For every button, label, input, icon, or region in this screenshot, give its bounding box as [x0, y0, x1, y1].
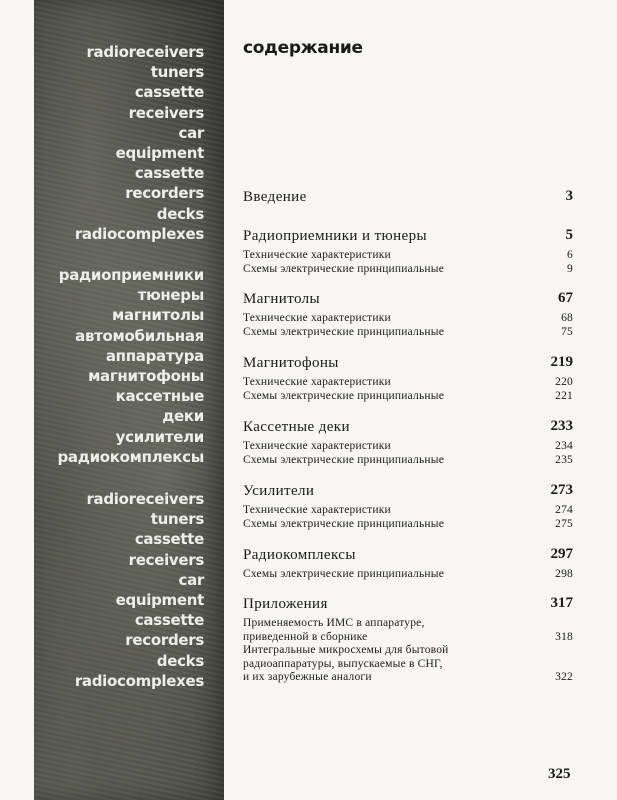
toc-item — [243, 454, 573, 468]
toc-section-header — [243, 595, 573, 617]
toc-section-header — [243, 546, 573, 568]
toc-item-page: 298 — [555, 568, 573, 580]
toc-section — [243, 290, 573, 339]
toc-item — [243, 249, 573, 263]
band-word: деки — [162, 407, 204, 426]
toc-section-title: Радиоприемники и тюнеры — [243, 228, 427, 244]
toc-section-page: 5 — [565, 227, 573, 243]
band-word: decks — [156, 204, 204, 223]
toc-section-title: Усилители — [243, 483, 315, 499]
band-word: tuners — [150, 510, 204, 529]
toc-item-text: и их зарубежные аналоги — [243, 671, 372, 683]
toc-section-header — [243, 418, 573, 440]
toc-section — [243, 546, 573, 582]
toc-item-text: Технические характеристики — [243, 312, 391, 324]
toc-section-header — [243, 354, 573, 376]
toc-section-page: 317 — [550, 595, 573, 611]
toc-item — [243, 263, 573, 277]
toc-section-page: 3 — [565, 188, 573, 204]
band-word: receivers — [128, 550, 204, 569]
toc-item-page: 9 — [567, 262, 573, 275]
band-word: cassette — [134, 530, 204, 549]
page-heading: содержание — [243, 38, 363, 58]
toc-item-text: Технические характеристики — [243, 376, 391, 388]
toc-section-title: Введение — [243, 189, 307, 205]
toc-item-text: Схемы электрические принципиальные — [243, 568, 444, 580]
toc-item — [243, 658, 573, 672]
toc-item-page: 6 — [567, 249, 573, 261]
toc-item-text: Схемы электрические принципиальные — [243, 325, 444, 338]
band-word: recorders — [125, 631, 204, 650]
band-word: тюнеры — [137, 286, 204, 305]
toc-item — [243, 504, 573, 518]
band-word: аппаратура — [105, 346, 204, 365]
band-word: tuners — [150, 63, 204, 82]
toc-item — [243, 671, 573, 685]
toc-item — [243, 644, 573, 658]
toc-item-page: 68 — [561, 312, 573, 324]
toc-section-header — [243, 482, 573, 504]
toc-item-page: 274 — [555, 504, 573, 516]
band-word: car — [178, 123, 204, 142]
band-word: receivers — [128, 103, 204, 122]
toc-section-header — [243, 227, 573, 249]
toc-section-title: Магнитолы — [243, 291, 321, 307]
band-word: радиоприемники — [58, 266, 204, 284]
band-word: радиокомплексы — [57, 447, 204, 466]
toc-item — [243, 568, 573, 582]
band-word: decks — [156, 651, 204, 670]
toc-item-text: Схемы электрические принципиальные — [243, 517, 444, 530]
toc-item-text: Схемы электрические принципиальные — [243, 453, 444, 466]
band-word: кассетные — [115, 387, 204, 406]
toc-item-page: 322 — [555, 671, 573, 683]
toc-item-text: Технические характеристики — [243, 249, 391, 261]
toc-section — [243, 188, 573, 210]
toc-item-page: 234 — [555, 440, 573, 452]
toc-section-title: Кассетные деки — [243, 419, 350, 435]
toc-section-page: 233 — [550, 418, 573, 434]
toc-section-title: Радиокомплексы — [243, 547, 356, 563]
toc-item-text: Схемы электрические принципиальные — [243, 262, 444, 275]
toc-section — [243, 354, 573, 403]
toc-section-header — [243, 188, 573, 210]
band-word: radioreceivers — [86, 43, 204, 61]
toc-item — [243, 631, 573, 645]
toc-section-title: Магнитофоны — [243, 355, 339, 371]
band-russian-list — [58, 265, 205, 467]
toc-section — [243, 418, 573, 467]
toc-item-text: Схемы электрические принципиальные — [243, 389, 444, 402]
band-word: магнитофоны — [88, 367, 204, 386]
toc-item-page: 75 — [561, 325, 573, 338]
toc-item-text: Применяемость ИМС в аппаратуре, — [243, 617, 425, 629]
toc-item-page: 235 — [555, 453, 573, 466]
band-word: recorders — [125, 184, 204, 203]
page-number: 325 — [548, 766, 571, 782]
toc-section — [243, 227, 573, 276]
band-word: cassette — [134, 83, 204, 102]
band-word: equipment — [115, 591, 204, 610]
toc-item-text: Технические характеристики — [243, 440, 391, 452]
toc-section-page: 273 — [550, 482, 573, 498]
band-word: car — [178, 570, 204, 589]
toc-item — [243, 617, 573, 631]
band-english-list-bottom — [75, 489, 204, 691]
toc-item-text: приведенной в сборнике — [243, 630, 368, 643]
toc-item — [243, 312, 573, 326]
toc-section-title: Приложения — [243, 596, 328, 612]
band-word: radioreceivers — [86, 490, 204, 508]
band-word: усилители — [115, 427, 204, 446]
toc-section-page: 67 — [558, 290, 573, 306]
band-word: cassette — [134, 611, 204, 630]
band-word: equipment — [115, 144, 204, 163]
toc-item — [243, 390, 573, 404]
toc-item-page: 220 — [555, 376, 573, 388]
toc-item-page: 275 — [555, 517, 573, 530]
toc-item-text: радиоаппаратуры, выпускаемые в СНГ, — [243, 657, 443, 670]
toc-section — [243, 482, 573, 531]
toc-item-page: 221 — [555, 389, 573, 402]
toc-section-page: 297 — [550, 546, 573, 562]
toc-item — [243, 518, 573, 532]
toc-item-page: 318 — [555, 630, 573, 643]
toc-item — [243, 376, 573, 390]
band-word: автомобильная — [75, 326, 204, 345]
toc-item-text: Технические характеристики — [243, 504, 391, 516]
band-word: магнитолы — [112, 306, 204, 325]
toc-section — [243, 595, 573, 685]
toc-item — [243, 440, 573, 454]
toc-item-text: Интегральные микросхемы для бытовой — [243, 644, 449, 656]
band-word: radiocomplexes — [74, 224, 204, 243]
band-english-list-top — [75, 42, 204, 244]
decorative-band — [34, 0, 224, 800]
toc-section-page: 219 — [550, 354, 573, 370]
band-word: radiocomplexes — [74, 671, 204, 690]
toc-section-header — [243, 290, 573, 312]
band-word: cassette — [134, 164, 204, 183]
toc-item — [243, 326, 573, 340]
